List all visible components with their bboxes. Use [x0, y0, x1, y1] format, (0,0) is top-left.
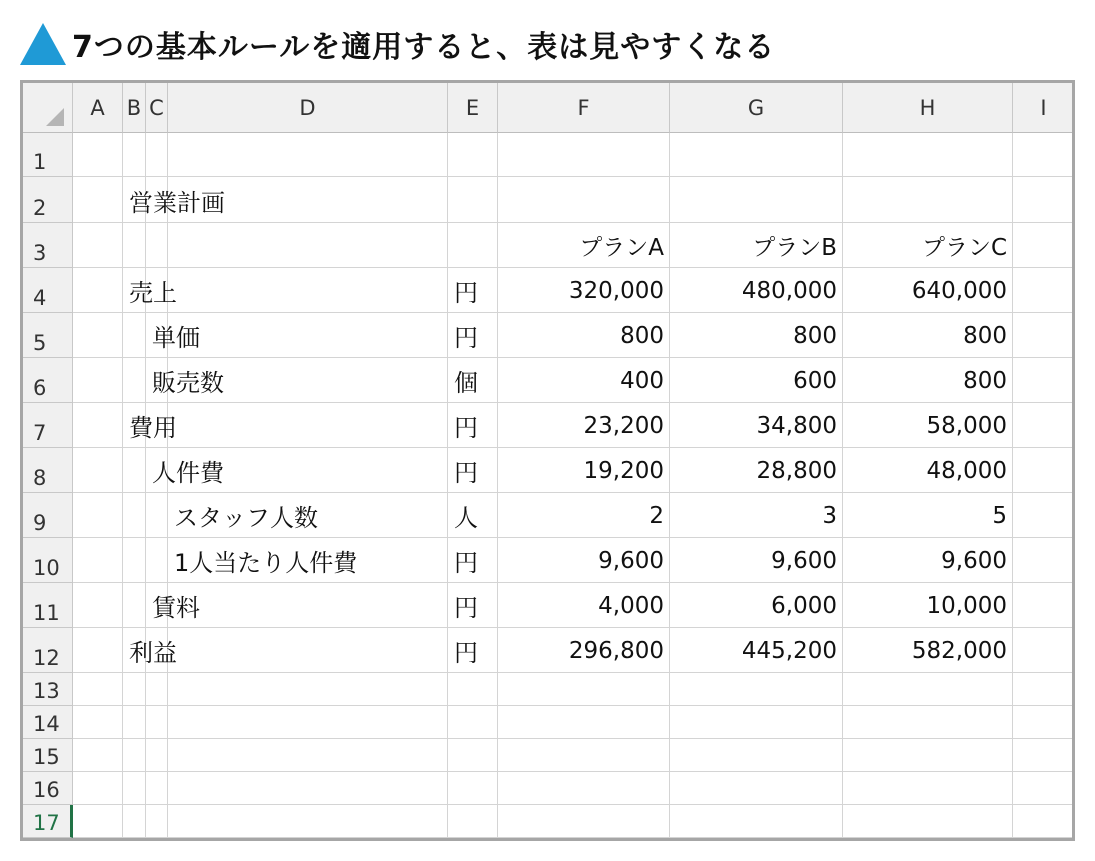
cell-a7[interactable] — [73, 403, 123, 448]
cell-value-e10: 円 — [454, 549, 478, 577]
page-title: 7つの基本ルールを適用すると、表は見やすくなる — [72, 30, 776, 65]
cell-a8[interactable] — [73, 448, 123, 493]
cell-c9[interactable] — [146, 493, 168, 538]
cell-a5[interactable] — [73, 313, 123, 358]
cell-value-c5: 単価 — [152, 324, 200, 352]
cell-value-f10: 9,600 — [598, 547, 664, 574]
cell-a6[interactable] — [73, 358, 123, 403]
cell-value-d9: スタッフ人数 — [174, 504, 318, 532]
cell-f15[interactable] — [498, 739, 670, 772]
cell-value-g12: 445,200 — [741, 637, 837, 664]
row-header-9[interactable]: 9 — [23, 493, 73, 538]
cell-f14[interactable] — [498, 706, 670, 739]
select-all-corner[interactable] — [23, 83, 73, 133]
cell-b11[interactable] — [123, 583, 146, 628]
cell-a12[interactable] — [73, 628, 123, 673]
cell-value-h4: 640,000 — [911, 277, 1007, 304]
cell-i5[interactable] — [1013, 313, 1075, 358]
cell-g16[interactable] — [670, 772, 843, 805]
cell-h16[interactable] — [843, 772, 1013, 805]
cell-e17[interactable] — [448, 805, 498, 838]
cell-value-f5: 800 — [620, 322, 664, 349]
cell-b13[interactable] — [123, 673, 146, 706]
cell-h14[interactable] — [843, 706, 1013, 739]
cell-d14[interactable] — [168, 706, 448, 739]
cell-f13[interactable] — [498, 673, 670, 706]
cell-h17[interactable] — [843, 805, 1013, 838]
cell-value-h9: 5 — [992, 502, 1007, 529]
cell-i1[interactable] — [1013, 133, 1075, 177]
cell-g13[interactable] — [670, 673, 843, 706]
cell-a9[interactable] — [73, 493, 123, 538]
select-all-triangle-icon — [46, 108, 64, 126]
cell-value-b7: 費用 — [129, 414, 177, 442]
row-header-15[interactable]: 15 — [23, 739, 73, 772]
triangle-icon — [20, 23, 66, 65]
column-header-i[interactable]: I — [1013, 83, 1075, 133]
row-header-11[interactable]: 11 — [23, 583, 73, 628]
cell-value-h10: 9,600 — [941, 547, 1007, 574]
cell-i15[interactable] — [1013, 739, 1075, 772]
cell-b6[interactable] — [123, 358, 146, 403]
column-header-g[interactable]: G — [670, 83, 843, 133]
cell-a15[interactable] — [73, 739, 123, 772]
cell-value-g6: 600 — [793, 367, 837, 394]
cell-e16[interactable] — [448, 772, 498, 805]
cell-value-h12: 582,000 — [911, 637, 1007, 664]
cell-i12[interactable] — [1013, 628, 1075, 673]
cell-value-g3: プランB — [752, 235, 837, 261]
row-header-4[interactable]: 4 — [23, 268, 73, 313]
row-header-1[interactable]: 1 — [23, 133, 73, 177]
cell-a1[interactable] — [73, 133, 123, 177]
row-header-5[interactable]: 5 — [23, 313, 73, 358]
cell-a3[interactable] — [73, 223, 123, 268]
cell-value-g8: 28,800 — [756, 457, 837, 484]
cell-a17[interactable] — [73, 805, 123, 838]
cell-value-g4: 480,000 — [741, 277, 837, 304]
cell-f1[interactable] — [498, 133, 670, 177]
row-header-12[interactable]: 12 — [23, 628, 73, 673]
cell-e14[interactable] — [448, 706, 498, 739]
cell-c10[interactable] — [146, 538, 168, 583]
cell-value-h5: 800 — [963, 322, 1007, 349]
row-header-3[interactable]: 3 — [23, 223, 73, 268]
cell-value-e9: 人 — [454, 504, 478, 532]
cell-value-g10: 9,600 — [771, 547, 837, 574]
column-header-c[interactable]: C — [146, 83, 168, 133]
cell-b14[interactable] — [123, 706, 146, 739]
cell-value-f11: 4,000 — [598, 592, 664, 619]
cell-value-f6: 400 — [620, 367, 664, 394]
cell-c16[interactable] — [146, 772, 168, 805]
cell-value-e6: 個 — [454, 369, 478, 397]
cell-h15[interactable] — [843, 739, 1013, 772]
cell-d15[interactable] — [168, 739, 448, 772]
cell-i6[interactable] — [1013, 358, 1075, 403]
cell-value-h3: プランC — [921, 235, 1007, 261]
cell-h13[interactable] — [843, 673, 1013, 706]
cell-i9[interactable] — [1013, 493, 1075, 538]
cell-c17[interactable] — [146, 805, 168, 838]
cell-a2[interactable] — [73, 177, 123, 223]
cell-i7[interactable] — [1013, 403, 1075, 448]
cell-b17[interactable] — [123, 805, 146, 838]
cell-f17[interactable] — [498, 805, 670, 838]
cell-a14[interactable] — [73, 706, 123, 739]
cell-c3[interactable] — [146, 223, 168, 268]
cell-value-b4: 売上 — [129, 279, 177, 307]
cell-a13[interactable] — [73, 673, 123, 706]
cell-value-g11: 6,000 — [771, 592, 837, 619]
cell-i2[interactable] — [1013, 177, 1075, 223]
cell-value-e12: 円 — [454, 639, 478, 667]
cell-e15[interactable] — [448, 739, 498, 772]
cell-a16[interactable] — [73, 772, 123, 805]
cell-c13[interactable] — [146, 673, 168, 706]
cell-e13[interactable] — [448, 673, 498, 706]
cell-f16[interactable] — [498, 772, 670, 805]
cell-a11[interactable] — [73, 583, 123, 628]
cell-value-h6: 800 — [963, 367, 1007, 394]
cell-g1[interactable] — [670, 133, 843, 177]
column-header-a[interactable]: A — [73, 83, 123, 133]
cell-value-e11: 円 — [454, 594, 478, 622]
cell-value-h11: 10,000 — [926, 592, 1007, 619]
cell-value-h8: 48,000 — [926, 457, 1007, 484]
cell-value-h7: 58,000 — [926, 412, 1007, 439]
cell-i10[interactable] — [1013, 538, 1075, 583]
row-header-16[interactable]: 16 — [23, 772, 73, 805]
cell-value-g9: 3 — [822, 502, 837, 529]
cell-b16[interactable] — [123, 772, 146, 805]
cell-value-d10: 1人当たり人件費 — [174, 549, 358, 577]
cell-b5[interactable] — [123, 313, 146, 358]
cell-value-g7: 34,800 — [756, 412, 837, 439]
column-header-b[interactable]: B — [123, 83, 146, 133]
page-title-banner — [20, 18, 775, 70]
row-header-10[interactable]: 10 — [23, 538, 73, 583]
cell-i17[interactable] — [1013, 805, 1075, 838]
cell-e1[interactable] — [448, 133, 498, 177]
cell-a4[interactable] — [73, 268, 123, 313]
cell-i13[interactable] — [1013, 673, 1075, 706]
cell-h1[interactable] — [843, 133, 1013, 177]
cell-i3[interactable] — [1013, 223, 1075, 268]
cell-d17[interactable] — [168, 805, 448, 838]
cell-b8[interactable] — [123, 448, 146, 493]
column-header-e[interactable]: E — [448, 83, 498, 133]
column-header-d[interactable]: D — [168, 83, 448, 133]
row-header-13[interactable]: 13 — [23, 673, 73, 706]
cell-value-f12: 296,800 — [568, 637, 664, 664]
cell-value-g5: 800 — [793, 322, 837, 349]
cell-g17[interactable] — [670, 805, 843, 838]
cell-c15[interactable] — [146, 739, 168, 772]
cell-value-f7: 23,200 — [583, 412, 664, 439]
row-header-2[interactable]: 2 — [23, 177, 73, 223]
cell-h2[interactable] — [843, 177, 1013, 223]
spreadsheet-grid[interactable] — [20, 80, 1075, 841]
cell-value-f3: プランA — [579, 235, 664, 261]
cell-d16[interactable] — [168, 772, 448, 805]
cell-b3[interactable] — [123, 223, 146, 268]
cell-c14[interactable] — [146, 706, 168, 739]
cell-value-e5: 円 — [454, 324, 478, 352]
cell-i8[interactable] — [1013, 448, 1075, 493]
cell-d13[interactable] — [168, 673, 448, 706]
cell-g2[interactable] — [670, 177, 843, 223]
cell-a10[interactable] — [73, 538, 123, 583]
cell-c1[interactable] — [146, 133, 168, 177]
cell-g15[interactable] — [670, 739, 843, 772]
cell-value-f9: 2 — [649, 502, 664, 529]
cell-i14[interactable] — [1013, 706, 1075, 739]
cell-value-c8: 人件費 — [152, 459, 224, 487]
cell-value-f4: 320,000 — [568, 277, 664, 304]
cell-i11[interactable] — [1013, 583, 1075, 628]
row-header-7[interactable]: 7 — [23, 403, 73, 448]
row-header-17[interactable]: 17 — [23, 805, 73, 838]
cell-i4[interactable] — [1013, 268, 1075, 313]
cell-value-e4: 円 — [454, 279, 478, 307]
cell-d3[interactable] — [168, 223, 448, 268]
cell-b15[interactable] — [123, 739, 146, 772]
cell-value-e7: 円 — [454, 414, 478, 442]
cell-f2[interactable] — [498, 177, 670, 223]
row-header-14[interactable]: 14 — [23, 706, 73, 739]
cell-d1[interactable] — [168, 133, 448, 177]
column-header-f[interactable]: F — [498, 83, 670, 133]
cell-value-c11: 賃料 — [152, 594, 200, 622]
cell-b9[interactable] — [123, 493, 146, 538]
row-header-8[interactable]: 8 — [23, 448, 73, 493]
cell-value-c6: 販売数 — [152, 369, 224, 397]
cell-b10[interactable] — [123, 538, 146, 583]
cell-value-f8: 19,200 — [583, 457, 664, 484]
cell-value-b2: 営業計画 — [129, 188, 225, 217]
cell-b1[interactable] — [123, 133, 146, 177]
cell-value-b12: 利益 — [129, 639, 177, 667]
row-header-6[interactable]: 6 — [23, 358, 73, 403]
cell-e2[interactable] — [448, 177, 498, 223]
cell-g14[interactable] — [670, 706, 843, 739]
cell-i16[interactable] — [1013, 772, 1075, 805]
column-header-h[interactable]: H — [843, 83, 1013, 133]
cell-e3[interactable] — [448, 223, 498, 268]
cell-value-e8: 円 — [454, 459, 478, 487]
